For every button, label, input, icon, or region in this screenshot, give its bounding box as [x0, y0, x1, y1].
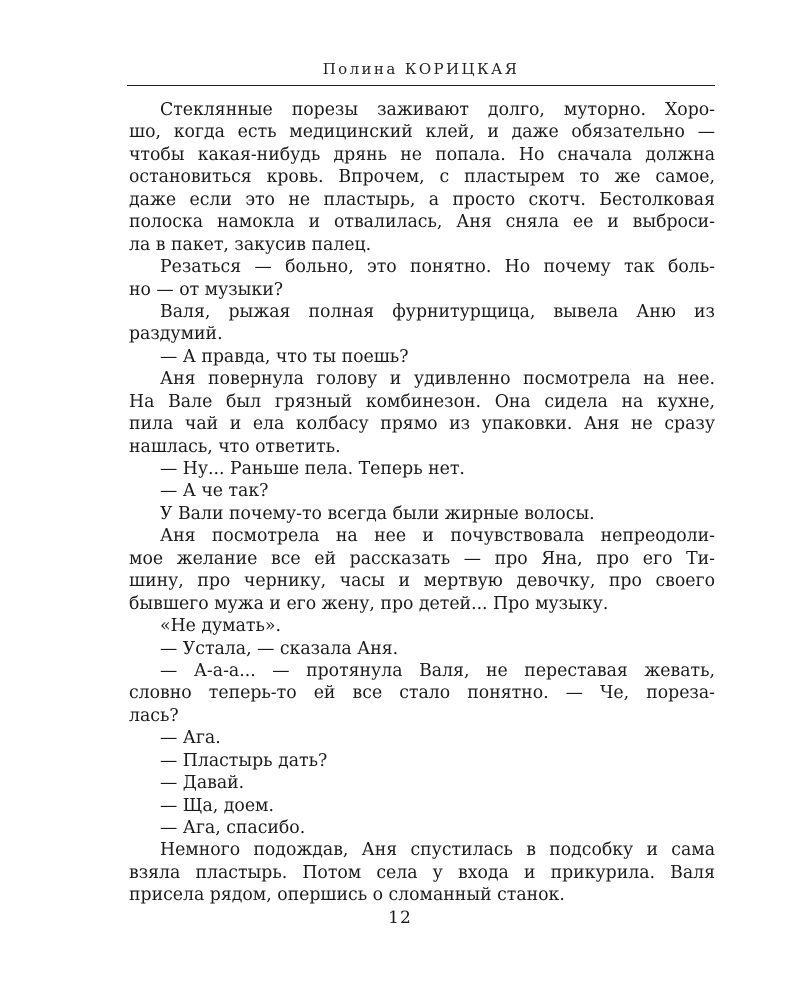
text-line: — Давай. — [160, 773, 245, 794]
author-first-name: Полина — [322, 60, 398, 78]
text-line: но — от музыки? — [129, 279, 284, 300]
body-text — [129, 99, 715, 907]
text-line: остановиться кровь. Впрочем, с пластырем то же самое, — [129, 167, 715, 188]
author-last-name: КОРИЦКАЯ — [404, 60, 520, 78]
text-line: Аня посмотрела на нее и почувствовала непреодоли- — [160, 526, 715, 547]
text-line: — А че так? — [160, 481, 269, 502]
text-line: бывшего мужа и его жену, про детей... Про музыку. — [129, 593, 609, 614]
text-line: присела рядом, опершись о сломанный станок. — [129, 885, 565, 906]
text-line: — Ага, спасибо. — [160, 818, 306, 838]
text-line: даже если это не пластырь, а просто скотч. Бестолковая — [129, 189, 715, 210]
text-line: Аня повернула голову и удивленно посмотрела на нее. — [160, 369, 715, 390]
text-line: Немного подождав, Аня спустилась в подсобку и сама — [160, 840, 715, 861]
text-line: — Пластырь дать? — [160, 750, 328, 771]
text-line: Резаться — больно, это понятно. Но почему так боль- — [160, 257, 715, 278]
text-line: раздумий. — [129, 324, 223, 345]
running-head — [127, 60, 715, 78]
text-line: шо, когда есть медицинский клей, и даже обязательно — — [129, 122, 715, 143]
text-line: полоска намокла и отвалилась, Аня сняла ее и выброси- — [129, 212, 715, 233]
header-rule — [127, 85, 715, 86]
text-line: чтобы какая-нибудь дрянь не попала. Но сначала должна — [129, 144, 715, 165]
text-line: шину, про чернику, часы и мертвую девочку, про своего — [129, 571, 715, 592]
text-line: Стеклянные порезы заживают долго, муторно. Хоро- — [160, 100, 715, 120]
text-line: Валя, рыжая полная фурнитурщица, вывела Аню из — [160, 301, 715, 322]
page-number: 12 — [388, 908, 412, 928]
text-line: На Вале был грязный комбинезон. Она сидела на кухне, — [129, 391, 715, 412]
text-line: словно теперь-то ей все стало понятно. — Че, пореза- — [129, 683, 715, 704]
text-line: ла в пакет, закусив палец. — [129, 234, 372, 255]
text-line: «Не думать». — [160, 616, 281, 637]
text-line: взяла пластырь. Потом села у входа и прикурила. Валя — [129, 862, 715, 883]
text-line: — А-а-а... — протянула Валя, не переставая жевать, — [160, 660, 715, 681]
text-line: лась? — [129, 705, 179, 726]
text-line: пила чай и ела колбасу прямо из упаковки. Аня не сразу — [129, 414, 715, 435]
text-line: нашлась, что ответить. — [129, 436, 341, 457]
text-line: — Ну... Раньше пела. Теперь нет. — [160, 459, 465, 479]
text-line: — Устала, — сказала Аня. — [160, 638, 399, 659]
text-line: мое желание все ей рассказать — про Яна, про его Ти- — [129, 548, 715, 569]
text-line: — Ага. — [160, 728, 221, 749]
text-line: У Вали почему-то всегда были жирные волосы. — [160, 503, 595, 524]
text-line: — Ща, доем. — [160, 795, 274, 816]
text-line: — А правда, что ты поешь? — [160, 346, 409, 367]
